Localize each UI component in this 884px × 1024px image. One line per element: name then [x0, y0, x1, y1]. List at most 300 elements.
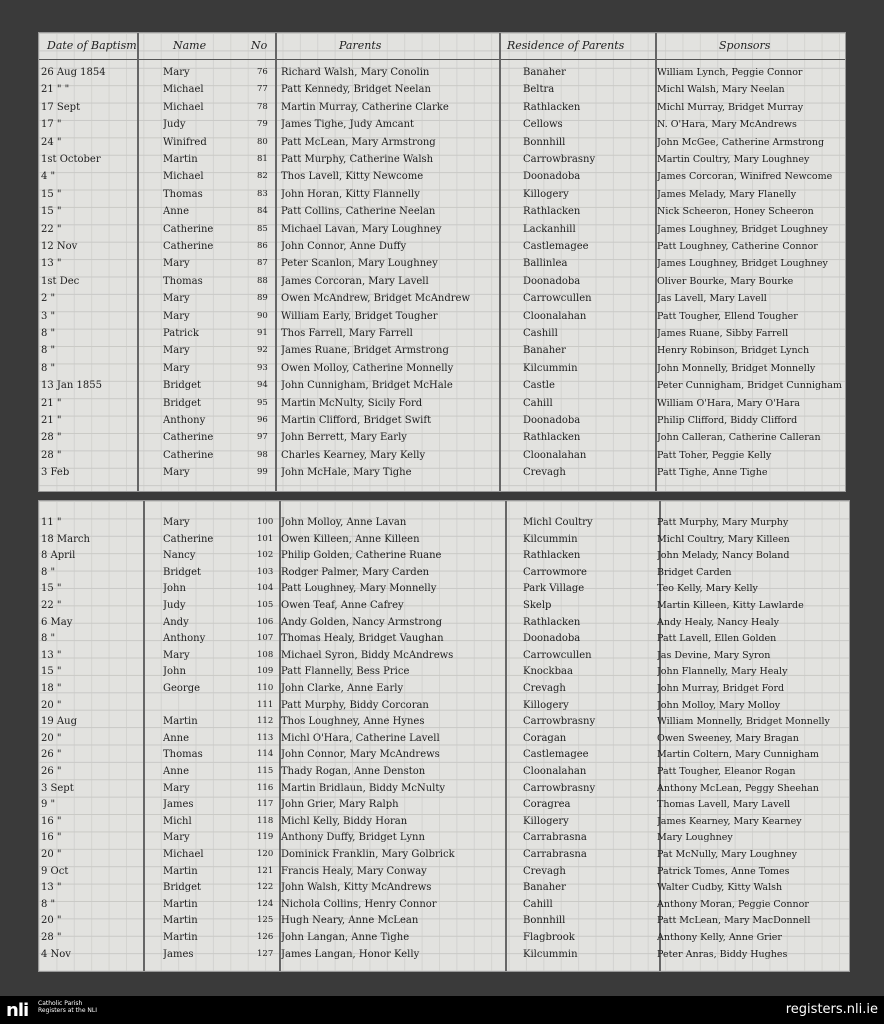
entry-name: Thomas — [163, 188, 203, 200]
entry-residence: Coragrea — [523, 799, 571, 811]
entry-name: Martin — [163, 932, 198, 943]
register-entry — [39, 598, 849, 615]
entry-sponsors: Walter Cudby, Kitty Walsh — [657, 882, 783, 894]
entry-parents: Thos Loughney, Anne Hynes — [281, 716, 425, 728]
entry-residence: Lackanhill — [523, 223, 576, 235]
entry-residence: Cloonalahan — [523, 766, 587, 777]
entry-date: 21 " — [41, 415, 62, 426]
entry-date: 18 " — [41, 683, 62, 694]
entry-sponsors: Bridget Carden — [657, 566, 732, 578]
register-entry — [39, 764, 849, 781]
register-entry — [39, 448, 845, 465]
entry-residence: Rathlacken — [523, 550, 581, 562]
entry-parents: James Langan, Honor Kelly — [281, 948, 420, 960]
entry-number: 85 — [257, 223, 268, 234]
entry-date: 18 March — [41, 533, 90, 545]
entry-name: Mary — [163, 345, 190, 357]
entry-date: 1st October — [41, 154, 101, 165]
entry-number: 120 — [257, 849, 274, 859]
entry-residence: Doonadoba — [523, 415, 581, 426]
register-entry — [39, 864, 849, 881]
entry-name: Michael — [163, 101, 204, 113]
entry-residence: Kilcummin — [523, 948, 578, 960]
register-entry — [39, 681, 849, 698]
register-entry — [39, 947, 849, 964]
entry-parents: Michl Kelly, Biddy Horan — [281, 815, 408, 827]
entry-parents: John Langan, Anne Tighe — [281, 932, 410, 943]
entry-parents: Owen Molloy, Catherine Monnelly — [281, 362, 454, 374]
entry-name: Winifred — [163, 136, 207, 148]
entry-name: Bridget — [163, 882, 202, 894]
entry-residence: Rathlacken — [523, 616, 581, 628]
entry-residence: Banaher — [523, 882, 566, 894]
entry-name: Mary — [163, 649, 190, 661]
entry-name: Martin — [163, 865, 198, 877]
entry-number: 95 — [257, 397, 268, 408]
entry-date: 13 " — [41, 649, 62, 661]
entry-number: 122 — [257, 882, 274, 893]
entry-sponsors: Jas Lavell, Mary Lavell — [657, 293, 767, 305]
entry-date: 4 Nov — [41, 948, 71, 960]
entry-name: Thomas — [163, 275, 203, 287]
entry-name: Mary — [163, 362, 190, 374]
entry-parents: Michael Syron, Biddy McAndrews — [281, 649, 454, 661]
nli-logo: nli — [6, 1000, 29, 1021]
entry-sponsors: William Monnelly, Bridget Monnelly — [657, 716, 830, 728]
nli-logo-caption: Catholic Parish Registers at the NLI — [38, 1000, 98, 1014]
entry-name: Catherine — [163, 241, 214, 252]
entry-date: 21 " — [41, 397, 62, 409]
entry-residence: Michl Coultry — [523, 517, 593, 528]
entry-date: 15 " — [41, 583, 62, 595]
entry-date: 17 " — [41, 119, 62, 131]
entry-parents: James Corcoran, Mary Lavell — [281, 275, 429, 287]
entry-residence: Crevagh — [523, 467, 566, 479]
entry-number: 79 — [257, 119, 268, 130]
entry-parents: Owen McAndrew, Bridget McAndrew — [281, 293, 471, 305]
entry-date: 22 " — [41, 600, 62, 611]
register-entry — [39, 548, 849, 565]
register-entry — [39, 413, 845, 430]
entry-sponsors: James Loughney, Bridget Loughney — [657, 223, 828, 235]
entry-name: John — [163, 666, 186, 678]
entry-parents: Patt Kennedy, Bridget Neelan — [281, 84, 431, 96]
entry-date: 22 " — [41, 223, 62, 235]
entry-sponsors: Nick Scheeron, Honey Scheeron — [657, 206, 814, 218]
entry-sponsors: Pat McNully, Mary Loughney — [657, 849, 797, 860]
entry-sponsors: John Murray, Bridget Ford — [657, 683, 785, 694]
entry-residence: Bonnhill — [523, 915, 566, 927]
entry-name: Mary — [163, 832, 190, 844]
entry-sponsors: Anthony Kelly, Anne Grier — [657, 932, 782, 943]
entry-parents: Owen Teaf, Anne Cafrey — [281, 600, 404, 611]
entry-parents: Martin Clifford, Bridget Swift — [281, 415, 432, 426]
entry-sponsors: Andy Healy, Nancy Healy — [657, 616, 779, 628]
register-entry — [39, 714, 849, 731]
entry-date: 15 " — [41, 188, 62, 200]
entry-number: 107 — [257, 633, 274, 644]
entry-name: Mary — [163, 310, 190, 322]
entry-number: 84 — [257, 206, 268, 217]
entry-date: 2 " — [41, 293, 56, 305]
entry-parents: Thomas Healy, Bridget Vaughan — [281, 633, 444, 645]
entry-date: 13 " — [41, 258, 62, 270]
entry-number: 127 — [257, 948, 274, 959]
entry-name: Anne — [163, 206, 190, 218]
register-entry — [39, 204, 845, 221]
entry-date: 15 " — [41, 206, 62, 218]
entry-date: 3 Feb — [41, 467, 70, 479]
entry-number: 102 — [257, 550, 274, 561]
entry-parents: Martin Bridlaun, Biddy McNulty — [281, 782, 446, 794]
entry-sponsors: Owen Sweeney, Mary Bragan — [657, 732, 799, 744]
entry-residence: Cashill — [523, 328, 558, 339]
header-name: Name — [173, 39, 207, 52]
register-entry — [39, 731, 849, 748]
entry-parents: John Grier, Mary Ralph — [281, 799, 399, 811]
register-entry — [39, 169, 845, 186]
entry-sponsors: Anthony McLean, Peggy Sheehan — [657, 782, 819, 794]
register-entry — [39, 581, 849, 598]
entry-number: 114 — [257, 749, 274, 760]
entry-residence: Cahill — [523, 898, 553, 910]
entry-name: Michl — [163, 815, 192, 827]
entry-residence: Castlemagee — [523, 241, 589, 252]
entry-name: Bridget — [163, 397, 202, 409]
entry-date: 20 " — [41, 849, 62, 860]
entry-date: 16 " — [41, 832, 62, 844]
entry-sponsors: Michl Murray, Bridget Murray — [657, 101, 804, 113]
entry-parents: John Cunnigham, Bridget McHale — [281, 380, 453, 392]
register-entry — [39, 361, 845, 378]
entry-residence: Rathlacken — [523, 101, 581, 113]
entry-name: Judy — [163, 600, 186, 611]
entry-sponsors: Martin Coltern, Mary Cunnigham — [657, 749, 819, 761]
entry-name: Mary — [163, 467, 190, 479]
entry-name: Mary — [163, 782, 190, 794]
entry-name: Nancy — [163, 550, 196, 562]
register-entry — [39, 100, 845, 117]
entry-number: 93 — [257, 362, 268, 373]
register-entry — [39, 698, 849, 715]
entry-date: 13 Jan 1855 — [41, 380, 102, 392]
entry-date: 21 " " — [41, 84, 70, 96]
entry-parents: Hugh Neary, Anne McLean — [281, 915, 419, 927]
register-entry — [39, 343, 845, 360]
entry-number: 121 — [257, 865, 274, 876]
entry-number: 87 — [257, 258, 268, 269]
entry-residence: Crevagh — [523, 683, 566, 694]
entry-number: 80 — [257, 136, 268, 147]
entry-date: 13 " — [41, 882, 62, 894]
entry-parents: Rodger Palmer, Mary Carden — [281, 566, 430, 578]
register-entry — [39, 880, 849, 897]
entry-residence: Rathlacken — [523, 206, 581, 218]
entry-name: James — [163, 799, 194, 811]
entry-parents: John McHale, Mary Tighe — [281, 467, 412, 479]
register-entry — [39, 117, 845, 134]
entry-name: Martin — [163, 716, 198, 728]
entry-number: 83 — [257, 188, 268, 199]
register-entry — [39, 930, 849, 947]
entry-number: 89 — [257, 293, 268, 304]
entry-parents: Andy Golden, Nancy Armstrong — [281, 616, 443, 628]
entry-number: 88 — [257, 275, 268, 286]
entry-sponsors: John Calleran, Catherine Calleran — [657, 432, 821, 444]
entry-date: 16 " — [41, 815, 62, 827]
entry-number: 100 — [257, 517, 274, 527]
entry-number: 105 — [257, 600, 274, 610]
register-entry — [39, 532, 849, 549]
entry-date: 26 " — [41, 766, 62, 777]
entry-sponsors: Mary Loughney — [657, 832, 733, 844]
entry-parents: Michael Lavan, Mary Loughney — [281, 223, 442, 235]
entry-name: James — [163, 948, 194, 960]
entry-sponsors: Patt Lavell, Ellen Golden — [657, 633, 777, 645]
entry-date: 9 " — [41, 799, 56, 811]
register-entry — [39, 465, 845, 482]
register-entry — [39, 897, 849, 914]
entry-parents: Francis Healy, Mary Conway — [281, 865, 427, 877]
entry-sponsors: John Monnelly, Bridget Monnelly — [657, 362, 816, 374]
entry-parents: John Molloy, Anne Lavan — [281, 517, 407, 528]
entry-parents: Martin Murray, Catherine Clarke — [281, 101, 449, 113]
entry-parents: John Berrett, Mary Early — [281, 432, 407, 444]
site-link[interactable]: registers.nli.ie — [785, 1002, 878, 1017]
entry-number: 96 — [257, 415, 268, 425]
entry-number: 126 — [257, 932, 274, 942]
entry-residence: Bonnhill — [523, 136, 566, 148]
entry-residence: Castle — [523, 380, 555, 392]
entry-parents: Dominick Franklin, Mary Golbrick — [281, 849, 455, 860]
entry-residence: Carrowbrasny — [523, 716, 596, 728]
entry-number: 117 — [257, 799, 274, 810]
register-entry — [39, 565, 849, 582]
entry-number: 116 — [257, 782, 274, 793]
entry-number: 94 — [257, 380, 268, 391]
entry-parents: Peter Scanlon, Mary Loughney — [281, 258, 438, 270]
entry-number: 76 — [257, 67, 268, 77]
entry-parents: Michl O'Hara, Catherine Lavell — [281, 732, 440, 744]
entry-parents: Nichola Collins, Henry Connor — [281, 898, 437, 910]
entry-number: 115 — [257, 766, 274, 776]
entry-residence: Beltra — [523, 84, 555, 96]
entry-date: 8 " — [41, 633, 56, 645]
entry-name: Bridget — [163, 566, 202, 578]
entry-number: 124 — [257, 898, 274, 909]
entry-number: 111 — [257, 699, 274, 710]
entry-date: 24 " — [41, 136, 62, 148]
entry-parents: Patt McLean, Mary Armstrong — [281, 136, 436, 148]
entry-date: 19 Aug — [41, 716, 77, 728]
entry-date: 8 April — [41, 550, 76, 562]
entry-date: 28 " — [41, 449, 62, 461]
header-sponsors: Sponsors — [719, 39, 771, 52]
entry-number: 109 — [257, 666, 274, 677]
entry-residence: Kilcummin — [523, 362, 578, 374]
entry-number: 119 — [257, 832, 274, 843]
entry-sponsors: Patt Tougher, Ellend Tougher — [657, 310, 798, 322]
entry-residence: Ballinlea — [523, 258, 568, 270]
entry-name: Anne — [163, 766, 190, 777]
entry-parents: James Tighe, Judy Amcant — [281, 119, 415, 131]
entry-residence: Doonadoba — [523, 633, 581, 645]
entry-sponsors: Peter Anras, Biddy Hughes — [657, 948, 788, 960]
entry-date: 1st Dec — [41, 275, 80, 287]
entry-residence: Carrabrasna — [523, 849, 587, 860]
footer-bar — [0, 996, 884, 1024]
entry-number: 103 — [257, 566, 274, 577]
entry-date: 20 " — [41, 699, 62, 711]
entry-parents: Owen Killeen, Anne Killeen — [281, 533, 420, 545]
entry-sponsors: Michl Coultry, Mary Killeen — [657, 533, 790, 545]
entry-residence: Doonadoba — [523, 275, 581, 287]
entry-number: 86 — [257, 241, 268, 251]
entry-date: 28 " — [41, 432, 62, 444]
register-entry — [39, 913, 849, 930]
entry-parents: Anthony Duffy, Bridget Lynn — [281, 832, 425, 844]
entry-parents: John Clarke, Anne Early — [281, 683, 404, 694]
entry-parents: Patt Murphy, Biddy Corcoran — [281, 699, 429, 711]
entry-residence: Carrowbrasny — [523, 154, 596, 165]
entry-number: 78 — [257, 101, 268, 112]
register-entry — [39, 378, 845, 395]
entry-sponsors: Martin Coultry, Mary Loughney — [657, 154, 810, 165]
entry-date: 8 " — [41, 328, 56, 339]
entry-residence: Killogery — [523, 699, 569, 711]
entry-date: 11 " — [41, 517, 62, 528]
entry-parents: Thos Lavell, Kitty Newcome — [281, 171, 424, 183]
register-entry — [39, 326, 845, 343]
entry-sponsors: Jas Devine, Mary Syron — [657, 649, 771, 661]
header-parents: Parents — [339, 39, 382, 52]
entry-parents: James Ruane, Bridget Armstrong — [281, 345, 449, 357]
entry-residence: Banaher — [523, 67, 566, 78]
entry-parents: Patt Flannelly, Bess Price — [281, 666, 410, 678]
entry-parents: Thos Farrell, Mary Farrell — [281, 328, 413, 339]
entry-residence: Flagbrook — [523, 932, 575, 943]
entry-number: 99 — [257, 467, 268, 478]
register-entry — [39, 797, 849, 814]
register-entry — [39, 135, 845, 152]
entry-number: 125 — [257, 915, 274, 926]
register-entry — [39, 430, 845, 447]
entry-number: 118 — [257, 815, 274, 826]
entry-date: 6 May — [41, 616, 73, 628]
entry-residence: Killogery — [523, 188, 569, 200]
register-entry — [39, 239, 845, 256]
entry-number: 81 — [257, 154, 268, 164]
entry-residence: Cahill — [523, 397, 553, 409]
register-entry — [39, 256, 845, 273]
entry-date: 20 " — [41, 732, 62, 744]
entry-name: Michael — [163, 84, 204, 96]
entry-residence: Coragan — [523, 732, 567, 744]
entry-sponsors: Patt Murphy, Mary Murphy — [657, 517, 789, 528]
register-entry — [39, 615, 849, 632]
entry-number: 90 — [257, 310, 268, 321]
entry-date: 8 " — [41, 566, 56, 578]
register-page-bottom — [38, 500, 850, 972]
entry-date: 20 " — [41, 915, 62, 927]
register-entry — [39, 291, 845, 308]
entry-sponsors: John Molloy, Mary Molloy — [657, 699, 781, 711]
entry-number: 113 — [257, 732, 274, 743]
entry-name: Mary — [163, 293, 190, 305]
entry-sponsors: N. O'Hara, Mary McAndrews — [657, 119, 797, 131]
register-entry — [39, 65, 845, 82]
entry-number: 98 — [257, 449, 268, 460]
entry-sponsors: Patt Tighe, Anne Tighe — [657, 467, 768, 479]
entry-name: Anthony — [163, 415, 206, 426]
register-entry — [39, 830, 849, 847]
entry-parents: John Connor, Anne Duffy — [281, 241, 407, 252]
column-header — [39, 33, 845, 60]
entry-residence: Crevagh — [523, 865, 566, 877]
entry-number: 97 — [257, 432, 268, 443]
entry-residence: Cellows — [523, 119, 563, 131]
entry-number: 92 — [257, 345, 268, 356]
entry-parents: John Walsh, Kitty McAndrews — [281, 882, 432, 894]
entry-residence: Cloonalahan — [523, 310, 587, 322]
entry-name: Martin — [163, 915, 198, 927]
entry-name: Patrick — [163, 328, 199, 339]
entry-name: Michael — [163, 171, 204, 183]
entry-date: 26 Aug 1854 — [41, 67, 106, 78]
entry-residence: Cloonalahan — [523, 449, 587, 461]
header-residence: Residence of Parents — [507, 39, 625, 52]
entry-sponsors: William O'Hara, Mary O'Hara — [657, 397, 800, 409]
entry-parents: Patt Loughney, Mary Monnelly — [281, 583, 437, 595]
entry-number: 82 — [257, 171, 268, 182]
entry-parents: John Horan, Kitty Flannelly — [281, 188, 420, 200]
entry-sponsors: Martin Killeen, Kitty Lawlarde — [657, 600, 804, 611]
register-entry — [39, 187, 845, 204]
entry-name: Martin — [163, 898, 198, 910]
entry-date: 8 " — [41, 362, 56, 374]
entry-date: 17 Sept — [41, 101, 81, 113]
entry-name: Martin — [163, 154, 198, 165]
entry-residence: Carrabrasna — [523, 832, 587, 844]
entry-residence: Carrowmore — [523, 566, 587, 578]
entry-name: Judy — [163, 119, 186, 131]
entry-residence: Rathlacken — [523, 432, 581, 444]
register-entry — [39, 396, 845, 413]
entry-parents: Charles Kearney, Mary Kelly — [281, 449, 426, 461]
entry-name: Michael — [163, 849, 204, 860]
entry-sponsors: James Melady, Mary Flanelly — [657, 188, 797, 200]
header-no: No — [251, 39, 268, 52]
entry-sponsors: Teo Kelly, Mary Kelly — [657, 583, 758, 595]
entry-name: Catherine — [163, 432, 214, 444]
entry-number: 101 — [257, 533, 274, 544]
register-entry — [39, 664, 849, 681]
entry-name: Mary — [163, 517, 190, 528]
entry-date: 26 " — [41, 749, 62, 761]
entry-sponsors: Thomas Lavell, Mary Lavell — [657, 799, 791, 811]
entry-sponsors: Patt Toher, Peggie Kelly — [657, 449, 772, 461]
entry-number: 112 — [257, 716, 274, 727]
entry-date: 3 " — [41, 310, 56, 322]
entry-name: Thomas — [163, 749, 203, 761]
register-entry — [39, 814, 849, 831]
register-entry — [39, 515, 849, 532]
register-entry — [39, 847, 849, 864]
entry-sponsors: James Loughney, Bridget Loughney — [657, 258, 828, 270]
entry-sponsors: John Melady, Nancy Boland — [657, 550, 790, 562]
entry-sponsors: Michl Walsh, Mary Neelan — [657, 84, 785, 96]
entry-residence: Kilcummin — [523, 533, 578, 545]
